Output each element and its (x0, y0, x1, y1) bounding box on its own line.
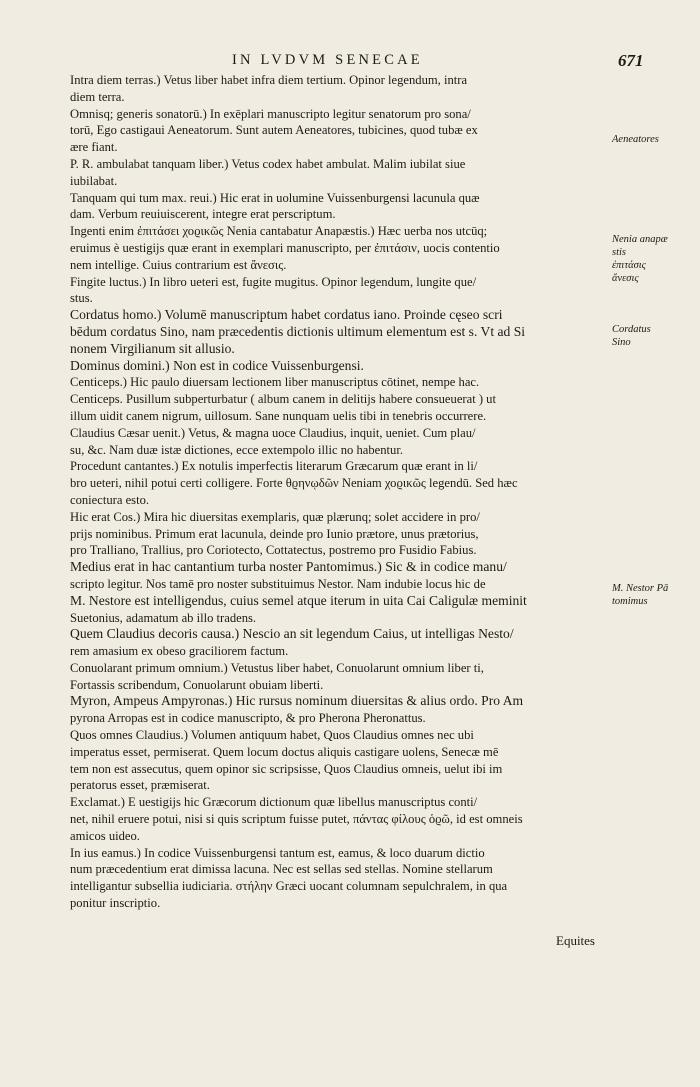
margin-note (612, 582, 668, 608)
margin-note-line: Aeneatores (612, 134, 659, 145)
text-line: Medius erat in hac cantantium turba noster Pantomimus.) Sic & in codice manu/ (70, 559, 507, 575)
text-line: coniectura esto. (70, 492, 150, 507)
text-line: Ingenti enim ἐπιτάσει χοϱικῶς Nenia cantabatur Anapæstis.) Hæc uerba nos utcūq; (70, 224, 488, 239)
text-line: Quos omnes Claudius.) Volumen antiquum habet, Quos Claudius omnes nec ubi (70, 728, 474, 743)
catchword: Equites (556, 933, 595, 948)
text-line: pyrona Arropas est in codice manuscripto, & pro Pherona Pheronattus. (70, 711, 426, 726)
text-line: Centiceps. Pusillum subperturbatur ( album canem in delitijs habere consueuerat ) ut (70, 392, 496, 407)
text-line: Dominus domini.) Non est in codice Vuissenburgensi. (70, 357, 364, 373)
text-line: bro ueteri, nihil potui certi colligere. Forte θϱηνῳδῶν Neniam χοϱικῶς legendū. Sed hæc (70, 476, 518, 491)
text-line: Centiceps.) Hic paulo diuersam lectionem liber manuscriptus cōtinet, nempe hac. (70, 375, 480, 390)
commentary-text (70, 72, 610, 912)
text-line: M. Nestore est intelligendus, cuius semel atque iterum in uita Cai Caligulæ meminit (70, 592, 527, 608)
text-line: imperatus esset, permiserat. Quem locum doctus aliquis castigare uolens, Senecæ mē (70, 744, 499, 759)
running-head: IN LVDVM SENECAE (232, 52, 423, 68)
text-line: peratorus esset, præmiserat. (70, 778, 210, 793)
margin-note-line: Nenia anapæ (612, 234, 668, 245)
text-line: Conuolarant primum omnium.) Vetustus liber habet, Conuolarunt omnium liber ti, (70, 660, 484, 675)
text-line: nem intellige. Cuius contrarium est ἄνεσις. (70, 257, 287, 272)
text-line: Myron, Ampeus Ampyronas.) Hic rursus nominum diuersitas & alius ordo. Pro Am (70, 693, 524, 709)
text-line: net, nihil eruere potui, nisi si quis scriptum fuisse putet, πάντας φίλους ὁϱῶ, id est omneis (70, 812, 523, 827)
text-line: In ius eamus.) In codice Vuissenburgensi tantum est, eamus, & loco duarum dictio (70, 845, 485, 860)
text-line: Claudius Cæsar uenit.) Vetus, & magna uoce Claudius, inquit, ueniet. Cum plau/ (70, 425, 476, 440)
text-line: rem amasium ex obeso graciliorem factum. (70, 644, 289, 659)
margin-note-line: tomimus (612, 596, 648, 607)
text-line: num præcedentium erat dimissa lacuna. Nec est sellas sed stellas. Nomine stellarum (70, 862, 493, 877)
text-line: Tanquam qui tum max. reui.) Hic erat in uolumine Vuissenburgensi lacunula quæ (70, 190, 480, 205)
margin-note (612, 233, 668, 285)
text-line: prijs nominibus. Primum erat lacunula, deinde pro Iunio prætore, unus prætorius, (70, 526, 479, 541)
text-line: Quem Claudius decoris causa.) Nescio an sit legendum Caius, ut intelligas Nesto/ (70, 626, 514, 642)
text-line: intelligantur subsellia iudiciaria. στήλην Græci uocant columnam sepulchralem, in qua (70, 879, 508, 894)
margin-note-line: M. Nestor Pā (612, 583, 669, 594)
text-line: pro Tralliano, Trallius, pro Coriotecto, Cottatectus, postremo pro Fusidio Fabius. (70, 543, 477, 558)
margin-note-line: ἄνεσις (612, 273, 639, 284)
margin-note (612, 133, 659, 146)
text-line: amicos uideo. (70, 828, 140, 843)
text-line: illum uidit canem nigrum, uillosum. Sane nunquam uelis tibi in tenebris occurrere. (70, 408, 487, 423)
text-line: Cordatus homo.) Volumē manuscriptum habet cordatus iano. Proinde cęseo scri (70, 307, 503, 323)
text-line: Omnisq; generis sonatorū.) In exēplari manuscripto legitur senatorum pro sona/ (70, 106, 471, 121)
margin-note (612, 323, 651, 349)
text-line: diem terra. (70, 89, 125, 104)
text-line: Procedunt cantantes.) Ex notulis imperfectis literarum Græcarum quæ erant in li/ (70, 459, 478, 474)
text-line: ponitur inscriptio. (70, 896, 161, 911)
text-line: tem non est assecutus, quem opinor sic scripsisse, Quos Claudius omneis, uelut ibi im (70, 761, 503, 776)
text-line: scripto legitur. Nos tamē pro noster substituimus Nestor. Nam indubie locus hic de (70, 576, 486, 591)
page-number: 671 (618, 51, 644, 70)
margin-note-line: ἐπιτάσις (612, 260, 646, 271)
text-line: eruimus è uestigijs quæ erant in exemplari manuscripto, per ἐπιτάσιν, uocis contentio (70, 240, 500, 255)
text-line: stus. (70, 291, 93, 306)
text-line: Fingite luctus.) In libro ueteri est, fugite mugitus. Opinor legendum, lungite que/ (70, 274, 477, 289)
text-line: nonem Virgilianum sit allusio. (70, 340, 235, 356)
text-line: Suetonius, adamatum ab illo tradens. (70, 610, 257, 625)
text-line: Intra diem terras.) Vetus liber habet infra diem tertium. Opinor legendum, intra (70, 73, 468, 87)
text-line: Hic erat Cos.) Mira hic diuersitas exemplaris, quæ plærunq; solet accidere in pro/ (70, 509, 480, 524)
text-line: Exclamat.) E uestigijs hic Græcorum dictionum quæ libellus manuscriptus conti/ (70, 795, 478, 810)
text-line: su, &c. Nam duæ istæ dictiones, ecce extempolo illic no habentur. (70, 442, 403, 457)
margin-note-line: stis (612, 247, 627, 258)
text-line: Fortassis scribendum, Conuolarunt obuiam liberti. (70, 677, 324, 692)
text-line: iubilabat. (70, 173, 118, 188)
page-header (0, 52, 700, 74)
text-line: torū, Ego castigaui Aeneatorum. Sunt autem Aeneatores, tubicines, quod tubæ ex (70, 123, 478, 138)
text-line: bēdum cordatus Sino, nam præcedentis dictionis ultimum elementum est s. Vt ad Si (70, 323, 526, 339)
text-line: P. R. ambulabat tanquam liber.) Vetus codex habet ambulat. Malim iubilat siue (70, 156, 466, 171)
margin-note-line: Sino (612, 337, 631, 348)
margin-note-line: Cordatus (612, 324, 651, 335)
text-line: ære fiant. (70, 140, 118, 155)
text-line: dam. Verbum reuiuiscerent, integre erat perscriptum. (70, 207, 336, 222)
